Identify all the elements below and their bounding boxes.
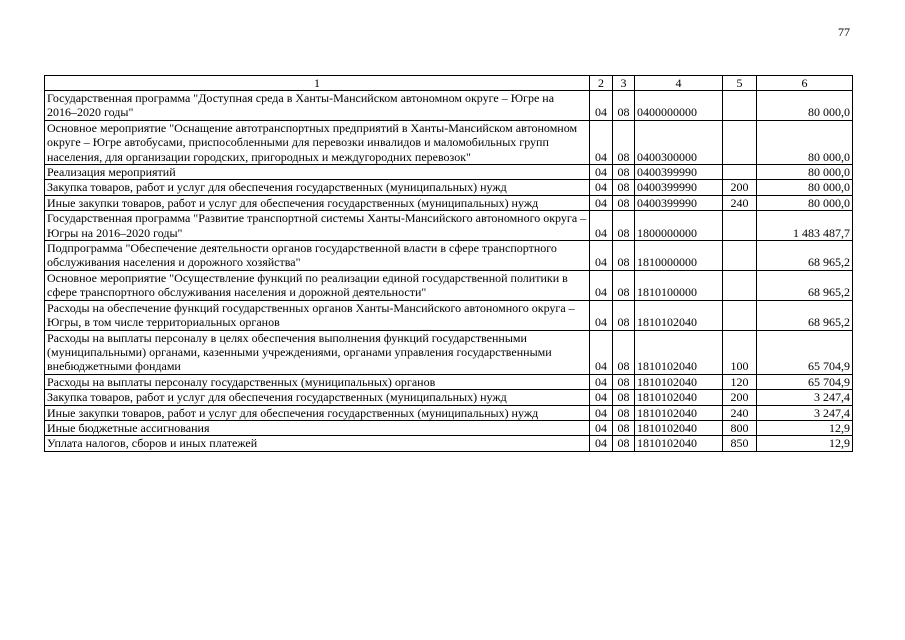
budget-table [44,75,853,452]
header-cell-subsection: 3 [613,76,635,91]
table-row [45,436,853,451]
row-kind-cell [723,300,757,330]
row-amount-cell: 68 965,2 [757,270,853,300]
row-name-cell: Подпрограмма "Обеспечение деятельности органов государственной власти в сфере транспортного обслуживания населения и дорожного хозяйства" [45,241,590,271]
row-target-cell: 0400399990 [635,195,723,210]
row-amount-cell: 65 704,9 [757,330,853,374]
table-row [45,270,853,300]
table-row [45,300,853,330]
table-row [45,405,853,420]
row-amount-cell: 3 247,4 [757,405,853,420]
table-row [45,374,853,389]
header-cell-kind: 5 [723,76,757,91]
row-name-cell: Государственная программа "Развитие транспортной системы Ханты-Мансийского автономного округа – Югры на 2016–2020 годы" [45,211,590,241]
header-cell-name: 1 [45,76,590,91]
row-subsection-cell: 08 [613,420,635,435]
row-subsection-cell: 08 [613,300,635,330]
row-section-cell: 04 [590,180,613,195]
row-target-cell: 1810102040 [635,420,723,435]
row-target-cell: 1810102040 [635,390,723,405]
row-name-cell: Расходы на выплаты персоналу в целях обеспечения выполнения функций государственными (муниципальными) органами, казенными учреждениями, органами управления государственными внебюджетными фондами [45,330,590,374]
table-row [45,195,853,210]
row-name-cell: Иные бюджетные ассигнования [45,420,590,435]
row-target-cell: 1800000000 [635,211,723,241]
row-kind-cell [723,211,757,241]
table-row [45,330,853,374]
row-section-cell: 04 [590,374,613,389]
row-kind-cell: 200 [723,390,757,405]
row-amount-cell: 12,9 [757,436,853,451]
row-name-cell: Иные закупки товаров, работ и услуг для обеспечения государственных (муниципальных) нужд [45,405,590,420]
row-section-cell: 04 [590,390,613,405]
row-subsection-cell: 08 [613,165,635,180]
table-row [45,390,853,405]
row-target-cell: 0400300000 [635,120,723,164]
row-name-cell: Основное мероприятие "Оснащение автотранспортных предприятий в Ханты-Мансийском автономном округе – Югре автобусами, приспособленными для перевозки инвалидов и маломобильных групп населения, для организации городских, пригородных и междугородних перевозок" [45,120,590,164]
row-section-cell: 04 [590,120,613,164]
page-number: 77 [838,25,850,39]
row-target-cell: 0400399990 [635,165,723,180]
row-kind-cell: 100 [723,330,757,374]
row-amount-cell: 65 704,9 [757,374,853,389]
table-row [45,165,853,180]
row-section-cell: 04 [590,195,613,210]
row-amount-cell: 80 000,0 [757,91,853,121]
row-name-cell: Основное мероприятие "Осуществление функций по реализации единой государственной политики в сфере транспортного обслуживания населения и дорожной деятельности" [45,270,590,300]
row-name-cell: Государственная программа "Доступная среда в Ханты-Мансийском автономном округе – Югре на 2016–2020 годы" [45,91,590,121]
row-subsection-cell: 08 [613,390,635,405]
row-kind-cell: 240 [723,195,757,210]
row-target-cell: 1810102040 [635,436,723,451]
row-target-cell: 1810102040 [635,330,723,374]
row-kind-cell [723,165,757,180]
row-amount-cell: 80 000,0 [757,120,853,164]
row-name-cell: Расходы на выплаты персоналу государственных (муниципальных) органов [45,374,590,389]
row-section-cell: 04 [590,300,613,330]
table-row [45,211,853,241]
row-subsection-cell: 08 [613,270,635,300]
row-kind-cell: 800 [723,420,757,435]
row-subsection-cell: 08 [613,91,635,121]
row-section-cell: 04 [590,270,613,300]
row-kind-cell [723,91,757,121]
row-amount-cell: 80 000,0 [757,180,853,195]
row-section-cell: 04 [590,241,613,271]
table-row [45,91,853,121]
table-row [45,120,853,164]
row-target-cell: 0400399990 [635,180,723,195]
row-section-cell: 04 [590,405,613,420]
row-name-cell: Уплата налогов, сборов и иных платежей [45,436,590,451]
row-section-cell: 04 [590,91,613,121]
row-amount-cell: 3 247,4 [757,390,853,405]
row-kind-cell: 200 [723,180,757,195]
row-target-cell: 1810100000 [635,270,723,300]
row-amount-cell: 68 965,2 [757,241,853,271]
row-section-cell: 04 [590,211,613,241]
row-target-cell: 1810102040 [635,300,723,330]
row-kind-cell [723,120,757,164]
header-cell-section: 2 [590,76,613,91]
row-name-cell: Реализация мероприятий [45,165,590,180]
row-section-cell: 04 [590,436,613,451]
table-row [45,180,853,195]
row-subsection-cell: 08 [613,195,635,210]
row-amount-cell: 12,9 [757,420,853,435]
row-target-cell: 1810102040 [635,374,723,389]
row-kind-cell: 120 [723,374,757,389]
row-amount-cell: 68 965,2 [757,300,853,330]
row-subsection-cell: 08 [613,330,635,374]
row-subsection-cell: 08 [613,241,635,271]
row-subsection-cell: 08 [613,405,635,420]
row-name-cell: Закупка товаров, работ и услуг для обеспечения государственных (муниципальных) нужд [45,180,590,195]
row-kind-cell [723,241,757,271]
row-section-cell: 04 [590,165,613,180]
row-kind-cell [723,270,757,300]
header-cell-target: 4 [635,76,723,91]
budget-table-body [45,76,853,452]
row-target-cell: 1810102040 [635,405,723,420]
table-header-row [45,76,853,91]
row-subsection-cell: 08 [613,374,635,389]
row-subsection-cell: 08 [613,120,635,164]
row-section-cell: 04 [590,420,613,435]
row-target-cell: 0400000000 [635,91,723,121]
row-name-cell: Расходы на обеспечение функций государственных органов Ханты-Мансийского автономного округа – Югры, в том числе территориальных органов [45,300,590,330]
row-subsection-cell: 08 [613,180,635,195]
header-cell-amount: 6 [757,76,853,91]
row-amount-cell: 80 000,0 [757,195,853,210]
row-amount-cell: 80 000,0 [757,165,853,180]
row-kind-cell: 240 [723,405,757,420]
row-name-cell: Иные закупки товаров, работ и услуг для обеспечения государственных (муниципальных) нужд [45,195,590,210]
row-name-cell: Закупка товаров, работ и услуг для обеспечения государственных (муниципальных) нужд [45,390,590,405]
table-row [45,420,853,435]
row-kind-cell: 850 [723,436,757,451]
table-row [45,241,853,271]
row-section-cell: 04 [590,330,613,374]
row-target-cell: 1810000000 [635,241,723,271]
row-subsection-cell: 08 [613,436,635,451]
row-subsection-cell: 08 [613,211,635,241]
row-amount-cell: 1 483 487,7 [757,211,853,241]
